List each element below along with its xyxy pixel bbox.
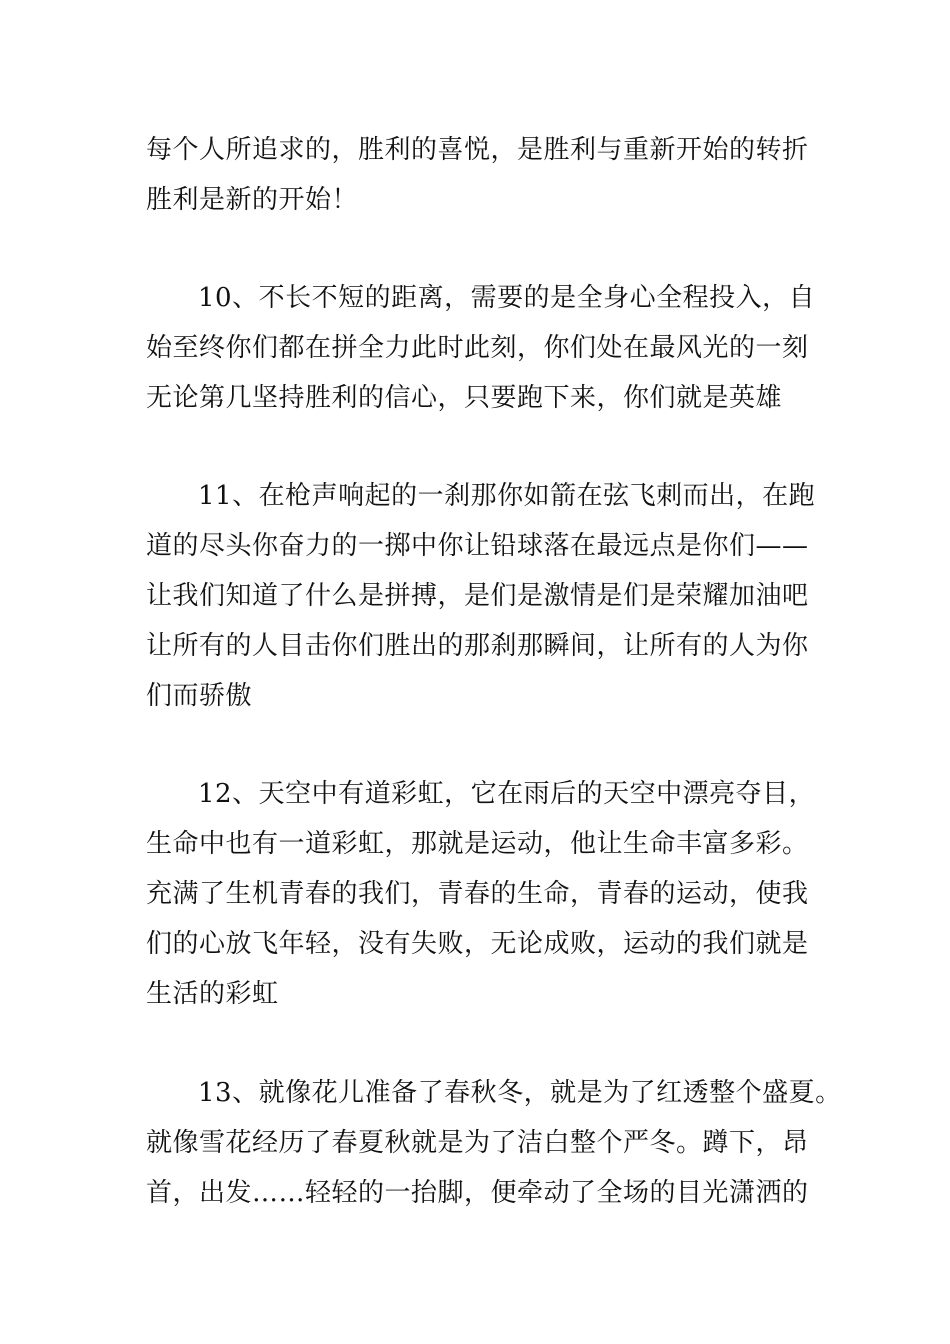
paragraph-11-first-line: 11、在枪声响起的一刹那你如箭在弦飞刺而出，在跑 bbox=[198, 481, 816, 511]
paragraph-10-first-line: 10、不长不短的距离，需要的是全身心全程投入，自 bbox=[198, 283, 816, 313]
text-line: 首，出发……轻轻的一抬脚，便牵动了全场的目光潇洒的 bbox=[146, 1178, 809, 1208]
text-line: 每个人所追求的，胜利的喜悦，是胜利与重新开始的转折 bbox=[146, 135, 809, 165]
text-line: 胜利是新的开始！ bbox=[146, 185, 359, 215]
text-line: 道的尽头你奋力的一掷中你让铅球落在最远点是你们—— bbox=[146, 531, 809, 561]
paragraph-12-first-line: 12、天空中有道彩虹，它在雨后的天空中漂亮夺目， bbox=[198, 779, 816, 809]
text-line: 们的心放飞年轻，没有失败，无论成败，运动的我们就是 bbox=[146, 929, 809, 959]
text-line: 无论第几坚持胜利的信心，只要跑下来，你们就是英雄 bbox=[146, 383, 783, 413]
text-line: 让所有的人目击你们胜出的那刹那瞬间，让所有的人为你 bbox=[146, 631, 809, 661]
text-line: 生活的彩虹 bbox=[146, 979, 279, 1009]
text-line: 生命中也有一道彩虹，那就是运动，他让生命丰富多彩。 bbox=[146, 829, 809, 859]
text-line: 就像雪花经历了春夏秋就是为了洁白整个严冬。蹲下，昂 bbox=[146, 1128, 809, 1158]
text-line: 们而骄傲 bbox=[146, 681, 253, 711]
text-line: 让我们知道了什么是拼搏，是们是激情是们是荣耀加油吧 bbox=[146, 581, 809, 611]
paragraph-13-first-line: 13、就像花儿准备了春秋冬，就是为了红透整个盛夏。 bbox=[198, 1078, 842, 1108]
text-line: 充满了生机青春的我们，青春的生命，青春的运动，使我 bbox=[146, 879, 809, 909]
text-line: 始至终你们都在拼全力此时此刻，你们处在最风光的一刻 bbox=[146, 333, 809, 363]
